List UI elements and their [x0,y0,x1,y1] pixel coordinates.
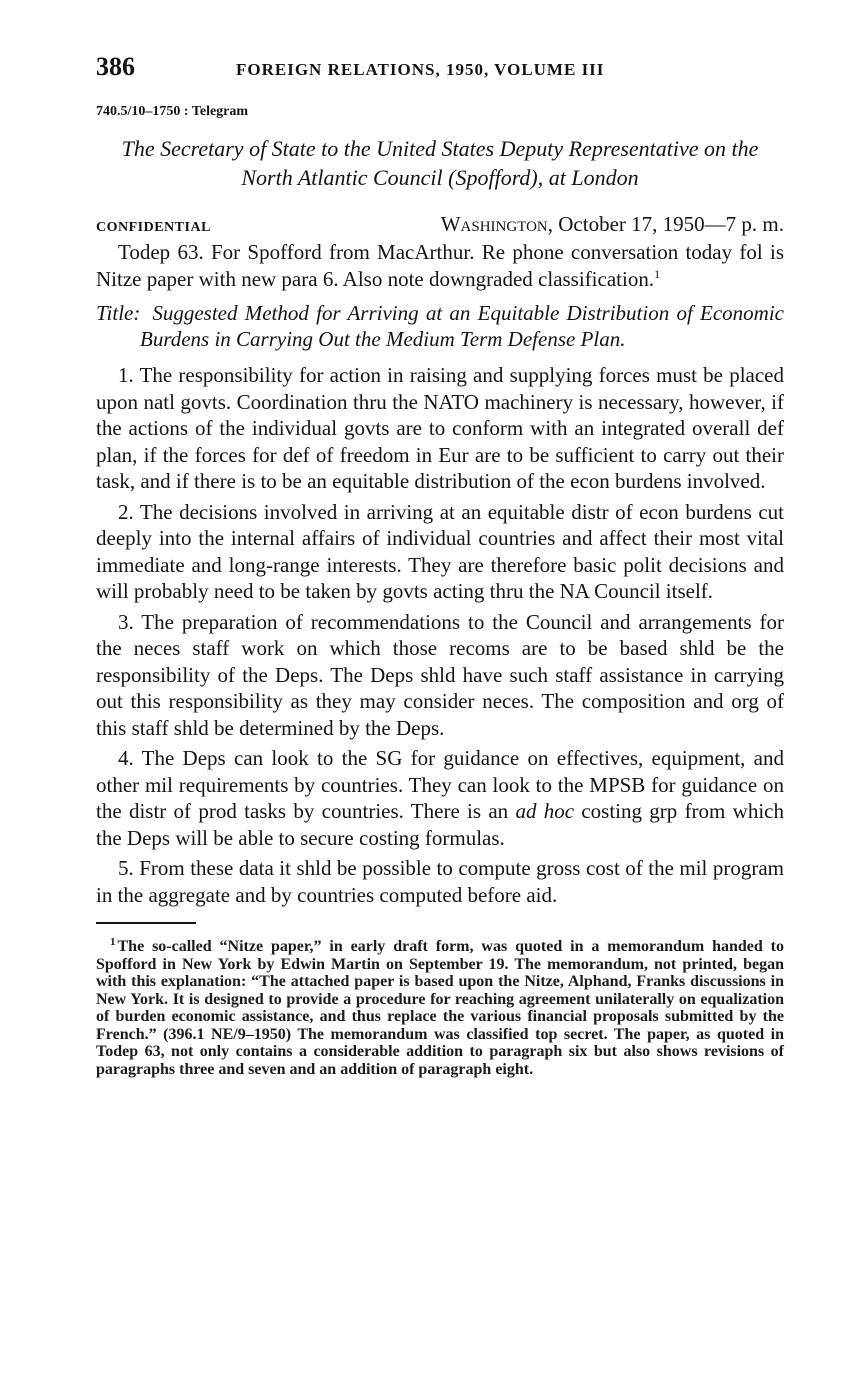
document-page [96,52,784,1078]
place: Washington [440,212,548,236]
footnote-marker: 1 [110,935,116,948]
running-head [96,52,784,92]
body-text [96,239,784,908]
classification-label: CONFIDENTIAL [96,220,211,235]
running-title: FOREIGN RELATIONS, 1950, VOLUME III [236,60,605,79]
paragraph-2: 2. The decisions involved in arriving at an equitable distr of econ burdens cut deeply into the internal affairs of individual countries and affect their most vital immediate and long-range interests. They are therefore basic polit decisions and will probably need to be taken by govts acting thru the NA Council itself. [96,499,784,603]
page-number: 386 [96,52,135,81]
paragraph-4-italic: ad hoc [515,799,575,823]
paragraph-5: 5. From these data it shld be possible to compute gross cost of the mil program in the aggregate and by countries computed before aid. [96,856,784,907]
paragraph-4 [96,745,784,851]
footnote-reference: 1 [654,266,661,281]
footnote-text: The so-called “Nitze paper,” in early draft form, was quoted in a memorandum handed to Spofford in New York by Edwin Martin on September 19. The memorandum, not printed, began with this explanation: “The attached paper is based upon the Nitze, Alphand, Franks discussions in New York. It is designed to provide a procedure for reaching agreement unilaterally on equalization of burden economic assistance, and thus replace the various financial proposals submitted by the French.” (396.1 NE/9–1950) The memorandum was classified top secret. The paper, as quoted in Todep 63, not only contains a considerable addition to paragraph six but also shows revisions of paragraphs three and seven and an addition of paragraph eight. [96,938,784,1078]
paragraph-3: 3. The preparation of recommendations to the Council and arrangements for the neces staff work on which those recoms are to be based shld be the responsibility of the Deps. The Deps shld have such staff assistance in carrying out this responsibility as they may consider neces. The composition and org of this staff shld be determined by the Deps. [96,609,784,740]
place-date [441,212,784,237]
paragraph-4-after: costing grp from which the Deps will be able to secure costing formulas. [96,799,784,850]
footnote-paragraph [96,935,784,1078]
footnote [96,935,784,1078]
dateline [96,212,784,237]
document-heading: The Secretary of State to the United States Deputy Representative on the North Atlantic Council (Spofford), at London [121,136,759,190]
title-label: Title: [96,301,141,325]
title-text: Suggested Method for Arriving at an Equitable Distribution of Economic Burdens in Carrying Out the Medium Term Defense Plan. [140,301,784,351]
paragraph-4-before: 4. The Deps can look to the SG for guidance on effectives, equipment, and other mil requirements by countries. They can look to the MPSB for guidance on the distr of prod tasks by countries. There is an [96,746,784,823]
paragraph-1: 1. The responsibility for action in raising and supplying forces must be placed upon natl govts. Coordination thru the NATO machinery is necessary, however, if the actions of the individual govts are to conform with an integrated overall def plan, if the forces for def of freedom in Eur are to be sufficient to carry out their task, and if there is to be an equitable distribution of the econ burdens involved. [96,363,784,493]
intro-text: Todep 63. For Spofford from MacArthur. Re phone conversation today fol is Nitze paper with new para 6. Also note downgraded classification. [96,240,784,291]
file-reference: 740.5/10–1750 : Telegram [96,104,249,119]
intro-paragraph [96,239,784,292]
footnote-divider [96,922,196,924]
paper-title [96,300,784,352]
date-time: , October 17, 1950—7 p. m. [547,212,784,236]
